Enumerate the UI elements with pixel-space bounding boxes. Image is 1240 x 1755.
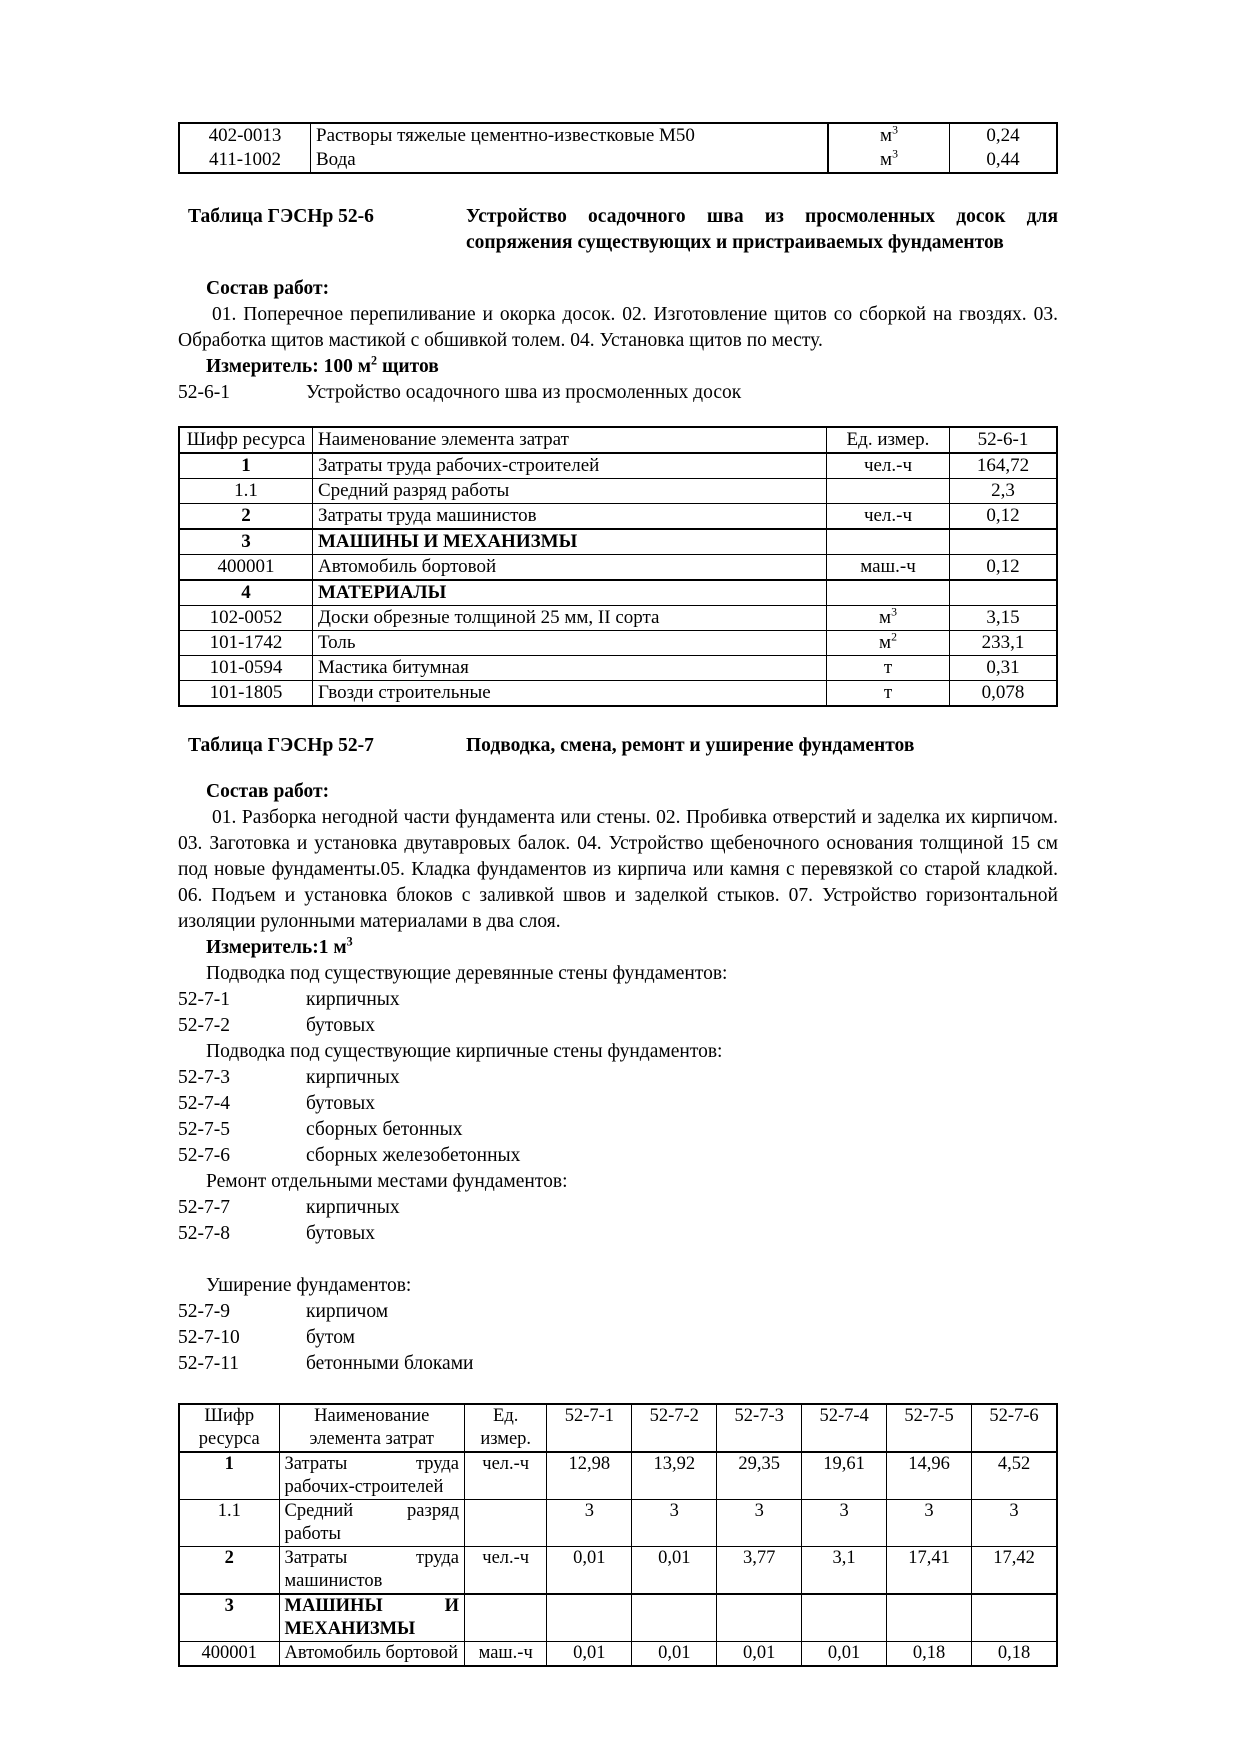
- resource-table-52-7-body: [179, 1452, 1057, 1666]
- item-code: 52-7-1: [178, 989, 230, 1010]
- column-header-52-7-6: 52-7-6: [972, 1404, 1058, 1452]
- resource-name: Мастика битумная: [313, 656, 827, 681]
- resource-name: МАТЕРИАЛЫ: [313, 580, 827, 606]
- list-item: [178, 987, 1058, 1013]
- resource-code: 101-1805: [179, 681, 313, 707]
- resource-value: 3: [547, 1500, 632, 1547]
- group-title: Подводка под существующие деревянные стены фундаментов:: [206, 963, 728, 984]
- resource-unit: маш.-ч: [827, 555, 950, 581]
- column-header-code: [179, 1404, 279, 1452]
- resource-unit: [465, 1500, 547, 1547]
- resource-code: 400001: [179, 1642, 279, 1667]
- item-code: 52-7-9: [178, 1301, 230, 1322]
- resource-value: 2,3: [950, 479, 1058, 504]
- section-title: Подводка, смена, ремонт и уширение фундаментов: [466, 735, 915, 756]
- resource-value: 0,44: [950, 148, 1058, 173]
- resource-value: 0,18: [972, 1642, 1058, 1667]
- list-item: [178, 1351, 1058, 1377]
- resource-unit: [827, 580, 950, 606]
- item-code: 52-7-8: [178, 1223, 230, 1244]
- item-code: 52-7-10: [178, 1327, 240, 1348]
- item-name: сборных бетонных: [306, 1119, 463, 1140]
- resource-value: [950, 529, 1058, 555]
- resource-value: 3,1: [802, 1547, 887, 1595]
- resource-code: 3: [179, 529, 313, 555]
- group-title: Уширение фундаментов:: [206, 1275, 412, 1296]
- resource-unit: $м^3$: [828, 123, 950, 148]
- table-row: [179, 1642, 1057, 1667]
- resource-value: 0,01: [632, 1547, 717, 1595]
- resource-value: [717, 1594, 802, 1642]
- resource-name: Толь: [313, 631, 827, 656]
- item-name: кирпичных: [306, 1067, 400, 1088]
- resource-value: 0,31: [950, 656, 1058, 681]
- resource-name: МАШИНЫ И МЕХАНИЗМЫ: [313, 529, 827, 555]
- item-code: 52-6-1: [178, 382, 230, 403]
- header-line-2: элемента затрат: [309, 1429, 434, 1449]
- list-item: [178, 1325, 1058, 1351]
- resource-code: 101-0594: [179, 656, 313, 681]
- table-row: [179, 631, 1057, 656]
- list-item: [178, 1013, 1058, 1039]
- resource-unit: $м^3$: [827, 606, 950, 631]
- column-header-52-7-5: 52-7-5: [887, 1404, 972, 1452]
- table-row: [179, 1594, 1057, 1642]
- item-name: кирпичных: [306, 1197, 400, 1218]
- resource-code: 1: [179, 453, 313, 479]
- resource-name: Растворы тяжелые цементно-известковые М50: [311, 123, 829, 148]
- header-line-1: Наименование: [314, 1406, 430, 1426]
- resource-table-52-7: [178, 1403, 1058, 1667]
- resource-value: 3,77: [717, 1547, 802, 1595]
- resource-unit: чел.-ч: [827, 504, 950, 530]
- list-item: [178, 1091, 1058, 1117]
- resource-name: Затраты труда машинистов: [279, 1547, 464, 1595]
- resource-unit: [827, 529, 950, 555]
- works-label-52-6: Состав работ:: [206, 278, 330, 299]
- column-header-52-7-4: 52-7-4: [802, 1404, 887, 1452]
- group-title: Подводка под существующие кирпичные стены фундаментов:: [206, 1041, 723, 1062]
- table-header-row: [179, 427, 1057, 453]
- table-row: [179, 123, 1057, 148]
- section-heading-52-7: [178, 733, 1058, 759]
- item-code: 52-7-5: [178, 1119, 230, 1140]
- column-header-52-7-3: 52-7-3: [717, 1404, 802, 1452]
- table-header-row: [179, 1404, 1057, 1452]
- resource-value: 0,01: [632, 1642, 717, 1667]
- item-name: бутовых: [306, 1093, 376, 1114]
- header-line-2: ресурса: [198, 1429, 260, 1449]
- resource-value: 164,72: [950, 453, 1058, 479]
- resource-name: МАШИНЫ И МЕХАНИЗМЫ: [279, 1594, 464, 1642]
- resource-code: 2: [179, 504, 313, 530]
- list-item: [178, 1065, 1058, 1091]
- item-name: Устройство осадочного шва из просмоленных досок: [306, 382, 742, 403]
- table-row: [179, 1452, 1057, 1500]
- resource-unit: чел.-ч: [827, 453, 950, 479]
- continued-resource-table: [178, 122, 1058, 174]
- table-row: [179, 656, 1057, 681]
- resource-code: 2: [179, 1547, 279, 1595]
- resource-value: [887, 1594, 972, 1642]
- item-code: 52-7-6: [178, 1145, 230, 1166]
- table-row: [179, 606, 1057, 631]
- group-title: Ремонт отдельными местами фундаментов:: [206, 1171, 568, 1192]
- section-code: Таблица ГЭСНр 52-6: [188, 206, 374, 227]
- item-line-52-6-1: [178, 380, 1058, 406]
- resource-code: 3: [179, 1594, 279, 1642]
- resource-value: 17,41: [887, 1547, 972, 1595]
- table-row: [179, 479, 1057, 504]
- table-row: [179, 1500, 1057, 1547]
- table-row: [179, 148, 1057, 173]
- resource-value: 12,98: [547, 1452, 632, 1500]
- resource-name: Доски обрезные толщиной 25 мм, II сорта: [313, 606, 827, 631]
- resource-name: Автомобиль бортовой: [279, 1642, 464, 1667]
- resource-unit: т: [827, 656, 950, 681]
- table-row: [179, 1547, 1057, 1595]
- column-header-52-7-1: 52-7-1: [547, 1404, 632, 1452]
- resource-value: [972, 1594, 1058, 1642]
- section-title: Устройство осадочного шва из просмоленных досок для сопряжения существующих и пристраиваемых фундаментов: [466, 206, 1058, 253]
- resource-unit: $м^2$: [827, 631, 950, 656]
- column-header-name: [279, 1404, 464, 1452]
- resource-value: [950, 580, 1058, 606]
- resource-code: 1: [179, 1452, 279, 1500]
- resource-unit: $м^3$: [828, 148, 950, 173]
- resource-value: 0,01: [802, 1642, 887, 1667]
- resource-name: Затраты труда рабочих-строителей: [279, 1452, 464, 1500]
- table-row: [179, 681, 1057, 707]
- resource-unit: [465, 1594, 547, 1642]
- item-name: кирпичных: [306, 989, 400, 1010]
- resource-value: 4,52: [972, 1452, 1058, 1500]
- resource-name: Вода: [311, 148, 829, 173]
- list-item: [178, 1221, 1058, 1247]
- item-name: бутовых: [306, 1015, 376, 1036]
- resource-value: 0,18: [887, 1642, 972, 1667]
- resource-value: 0,01: [547, 1547, 632, 1595]
- resource-value: 0,01: [717, 1642, 802, 1667]
- resource-table-52-7-head: [179, 1404, 1057, 1452]
- measure-label-52-7: Измеритель:1 $м^3$: [206, 934, 353, 958]
- table-row: [179, 504, 1057, 530]
- measure-label-52-6: Измеритель: 100 $м^2$ щитов: [206, 353, 439, 377]
- item-name: кирпичом: [306, 1301, 389, 1322]
- resource-value: 3: [972, 1500, 1058, 1547]
- table-row: [179, 555, 1057, 581]
- column-header-unit: Ед. измер.: [827, 427, 950, 453]
- resource-code: 4: [179, 580, 313, 606]
- section-heading-52-6: [178, 204, 1058, 256]
- header-line-2: измер.: [480, 1429, 532, 1449]
- resource-value: 29,35: [717, 1452, 802, 1500]
- resource-name: Затраты труда рабочих-строителей: [313, 453, 827, 479]
- resource-value: 0,24: [950, 123, 1058, 148]
- resource-unit: чел.-ч: [465, 1547, 547, 1595]
- table-row: [179, 529, 1057, 555]
- resource-value: 0,078: [950, 681, 1058, 707]
- resource-unit: т: [827, 681, 950, 707]
- table-row: [179, 580, 1057, 606]
- continued-resource-table-body: [179, 123, 1057, 173]
- resource-name: Средний разряд работы: [279, 1500, 464, 1547]
- item-code: 52-7-2: [178, 1015, 230, 1036]
- resource-unit: чел.-ч: [465, 1452, 547, 1500]
- resource-value: 0,12: [950, 555, 1058, 581]
- item-name: бетонными блоками: [306, 1353, 474, 1374]
- resource-table-52-6: [178, 426, 1058, 707]
- resource-value: 14,96: [887, 1452, 972, 1500]
- list-item: [178, 1299, 1058, 1325]
- resource-name: Средний разряд работы: [313, 479, 827, 504]
- resource-value: 3: [632, 1500, 717, 1547]
- resource-code: 402-0013: [179, 123, 311, 148]
- column-header-code: Шифр ресурса: [179, 427, 313, 453]
- resource-value: [547, 1594, 632, 1642]
- item-name: бутом: [306, 1327, 355, 1348]
- column-header-name: Наименование элемента затрат: [313, 427, 827, 453]
- item-name: сборных железобетонных: [306, 1145, 521, 1166]
- resource-value: 233,1: [950, 631, 1058, 656]
- resource-code: 1.1: [179, 1500, 279, 1547]
- item-name: бутовых: [306, 1223, 376, 1244]
- resource-value: 3: [802, 1500, 887, 1547]
- resource-code: 1.1: [179, 479, 313, 504]
- resource-value: 3,15: [950, 606, 1058, 631]
- resource-code: 400001: [179, 555, 313, 581]
- resource-unit: [827, 479, 950, 504]
- table-row: [179, 453, 1057, 479]
- header-line-1: Шифр: [204, 1406, 255, 1426]
- resource-value: 17,42: [972, 1547, 1058, 1595]
- resource-value: 0,01: [547, 1642, 632, 1667]
- resource-value: [632, 1594, 717, 1642]
- resource-name: Затраты труда машинистов: [313, 504, 827, 530]
- resource-value: 13,92: [632, 1452, 717, 1500]
- resource-code: 411-1002: [179, 148, 311, 173]
- list-item: [178, 1143, 1058, 1169]
- list-item: [178, 1117, 1058, 1143]
- resource-table-52-6-head: [179, 427, 1057, 453]
- item-code: 52-7-11: [178, 1353, 240, 1374]
- resource-name: Гвозди строительные: [313, 681, 827, 707]
- resource-table-52-6-body: [179, 453, 1057, 706]
- header-line-1: Ед.: [493, 1406, 519, 1426]
- column-header-unit: [465, 1404, 547, 1452]
- column-header-value: 52-6-1: [950, 427, 1058, 453]
- resource-name: Автомобиль бортовой: [313, 555, 827, 581]
- works-text-52-6: 01. Поперечное перепиливание и окорка досок. 02. Изготовление щитов со сборкой на гвоздях. 03. Обработка щитов мастикой с обшивкой толем. 04. Установка щитов по месту.: [178, 304, 1058, 351]
- resource-value: 0,12: [950, 504, 1058, 530]
- item-code: 52-7-4: [178, 1093, 230, 1114]
- item-code: 52-7-7: [178, 1197, 230, 1218]
- item-code: 52-7-3: [178, 1067, 230, 1088]
- resource-value: 3: [887, 1500, 972, 1547]
- list-item: [178, 1195, 1058, 1221]
- resource-value: 3: [717, 1500, 802, 1547]
- resource-value: [802, 1594, 887, 1642]
- works-label-52-7: Состав работ:: [206, 781, 330, 802]
- section-code: Таблица ГЭСНр 52-7: [188, 735, 374, 756]
- resource-unit: маш.-ч: [465, 1642, 547, 1667]
- column-header-52-7-2: 52-7-2: [632, 1404, 717, 1452]
- resource-code: 101-1742: [179, 631, 313, 656]
- resource-code: 102-0052: [179, 606, 313, 631]
- resource-value: 19,61: [802, 1452, 887, 1500]
- works-text-52-7: 01. Разборка негодной части фундамента или стены. 02. Пробивка отверстий и заделка их кирпичом. 03. Заготовка и установка двутавровых балок. 04. Устройство щебеночного основания толщиной 15 см под новые фундаменты.05. Кладка фундаментов из кирпича или камня с перевязкой со старой кладкой. 06. Подъем и установка блоков с заливкой швов и заделкой стыков. 07. Устройство горизонтальной изоляции рулонными материалами в два слоя.: [178, 807, 1058, 932]
